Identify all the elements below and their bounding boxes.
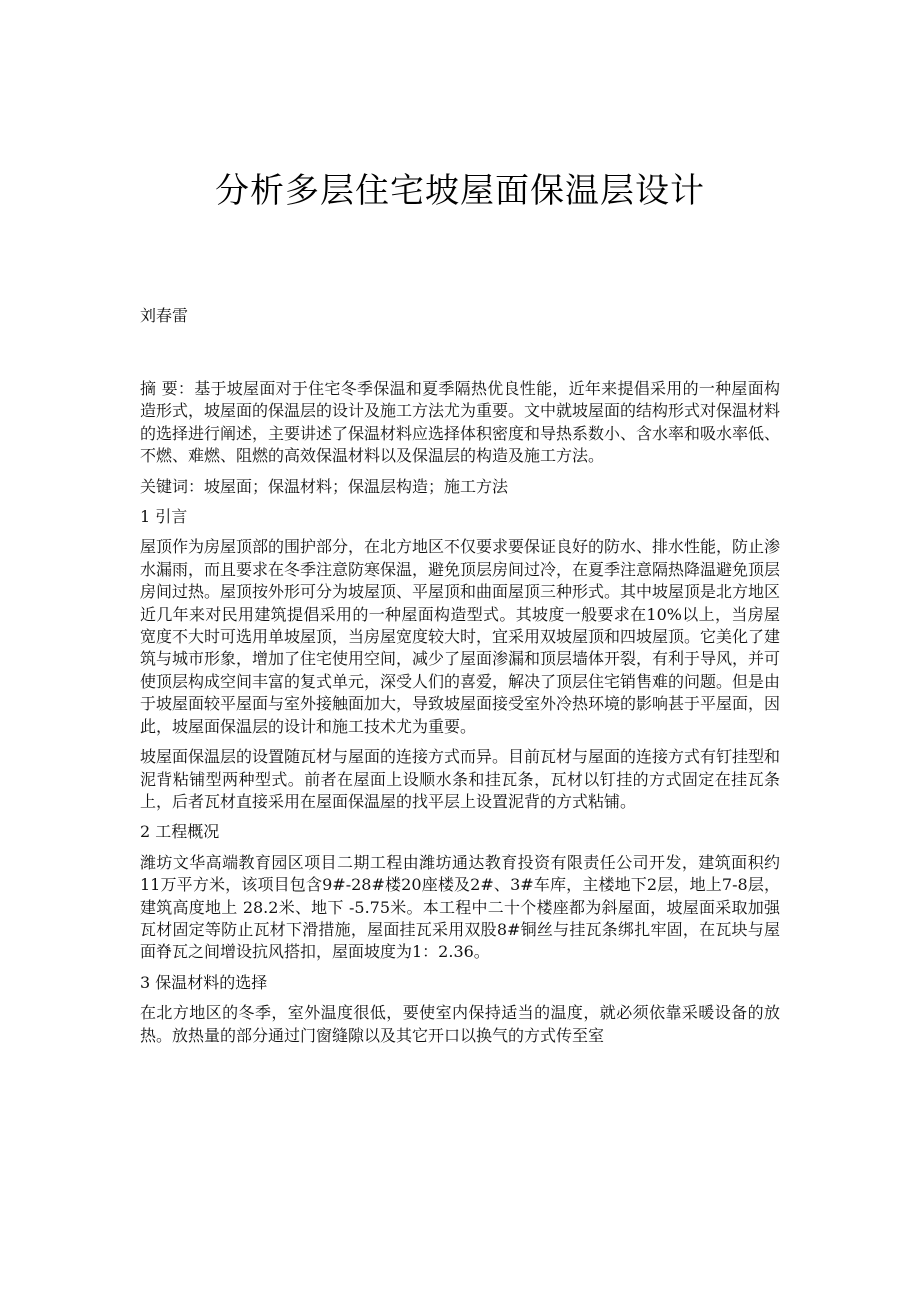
author-name: 刘春雷 (140, 306, 189, 325)
paragraph: 潍坊文华高端教育园区项目二期工程由潍坊通达教育投资有限责任公司开发，建筑面积约11万平方米，该项目包含9#-28#楼20座楼及2#、3#车库，主楼地下2层，地上7-8层，建筑高度地上 28.2米、地下 -5.75米。本工程中二十个楼座都为斜屋面，坡屋面采取加强瓦材固定等防止瓦材下滑措施，屋面挂瓦采用双股8#铜丝与挂瓦条绑扎牢固，在瓦块与屋面脊瓦之间增设抗风搭扣，屋面坡度为1：2.36。 (140, 852, 780, 962)
abstract-text: 基于坡屋面对于住宅冬季保温和夏季隔热优良性能，近年来提倡采用的一种屋面构造形式，坡屋面的保温层的设计及施工方法尤为重要。文中就坡屋面的结构形式对保温材料的选择进行阐述，主要讲述了保温材料应选择体积密度和导热系数小、含水率和吸水率低、不燃、难燃、阻燃的高效保温材料以及保温层的构造及施工方法。 (140, 379, 781, 466)
abstract (140, 378, 780, 468)
paragraph: 在北方地区的冬季，室外温度很低，要使室内保持适当的温度，就必须依靠采暖设备的放热。放热量的部分通过门窗缝隙以及其它开口以换气的方式传至室 (140, 1003, 780, 1045)
paragraph: 坡屋面保温层的设置随瓦材与屋面的连接方式而异。目前瓦材与屋面的连接方式有钉挂型和泥背粘铺型两种型式。前者在屋面上设顺水条和挂瓦条，瓦材以钉挂的方式固定在挂瓦条上，后者瓦材直接采用在屋面保温屋的找平层上设置泥背的方式粘铺。 (140, 747, 781, 811)
document-body (140, 378, 780, 1055)
keywords (140, 476, 780, 498)
keywords-label: 关键词： (140, 476, 205, 496)
keywords-text: 坡屋面；保温材料；保温层构造；施工方法 (204, 476, 509, 496)
abstract-label: 摘 要： (140, 379, 195, 398)
paragraph: 屋顶作为房屋顶部的围护部分，在北方地区不仅要求要保证良好的防水、排水性能，防止渗水漏雨，而且要求在冬季注意防寒保温，避免顶层房间过冷，在夏季注意隔热降温避免顶层房间过热。屋顶按外形可分为坡屋顶、平屋顶和曲面屋顶三种形式。其中坡屋顶是北方地区近几年来对民用建筑提倡采用的一种屋面构造型式。其坡度一般要求在10%以上，当房屋宽度不大时可选用单坡屋顶，当房屋宽度较大时，宜采用双坡屋顶和四坡屋顶。它美化了建筑与城市形象，增加了住宅使用空间，减少了屋面渗漏和顶层墙体开裂，有利于导风，并可使顶层构成空间丰富的复式单元，深受人们的喜爱，解决了顶层住宅销售难的问题。但是由于坡屋面较平屋面与室外接触面加大，导致坡屋面接受室外冷热环境的影响甚于平屋面，因此，坡屋面保温层的设计和施工技术尤为重要。 (140, 537, 781, 736)
section-heading-materials: 3 保温材料的选择 (140, 972, 268, 992)
section-heading-intro: 1 引言 (140, 507, 188, 527)
section-heading-overview: 2 工程概况 (140, 822, 220, 842)
document-title: 分析多层住宅坡屋面保温层设计 (215, 171, 705, 211)
